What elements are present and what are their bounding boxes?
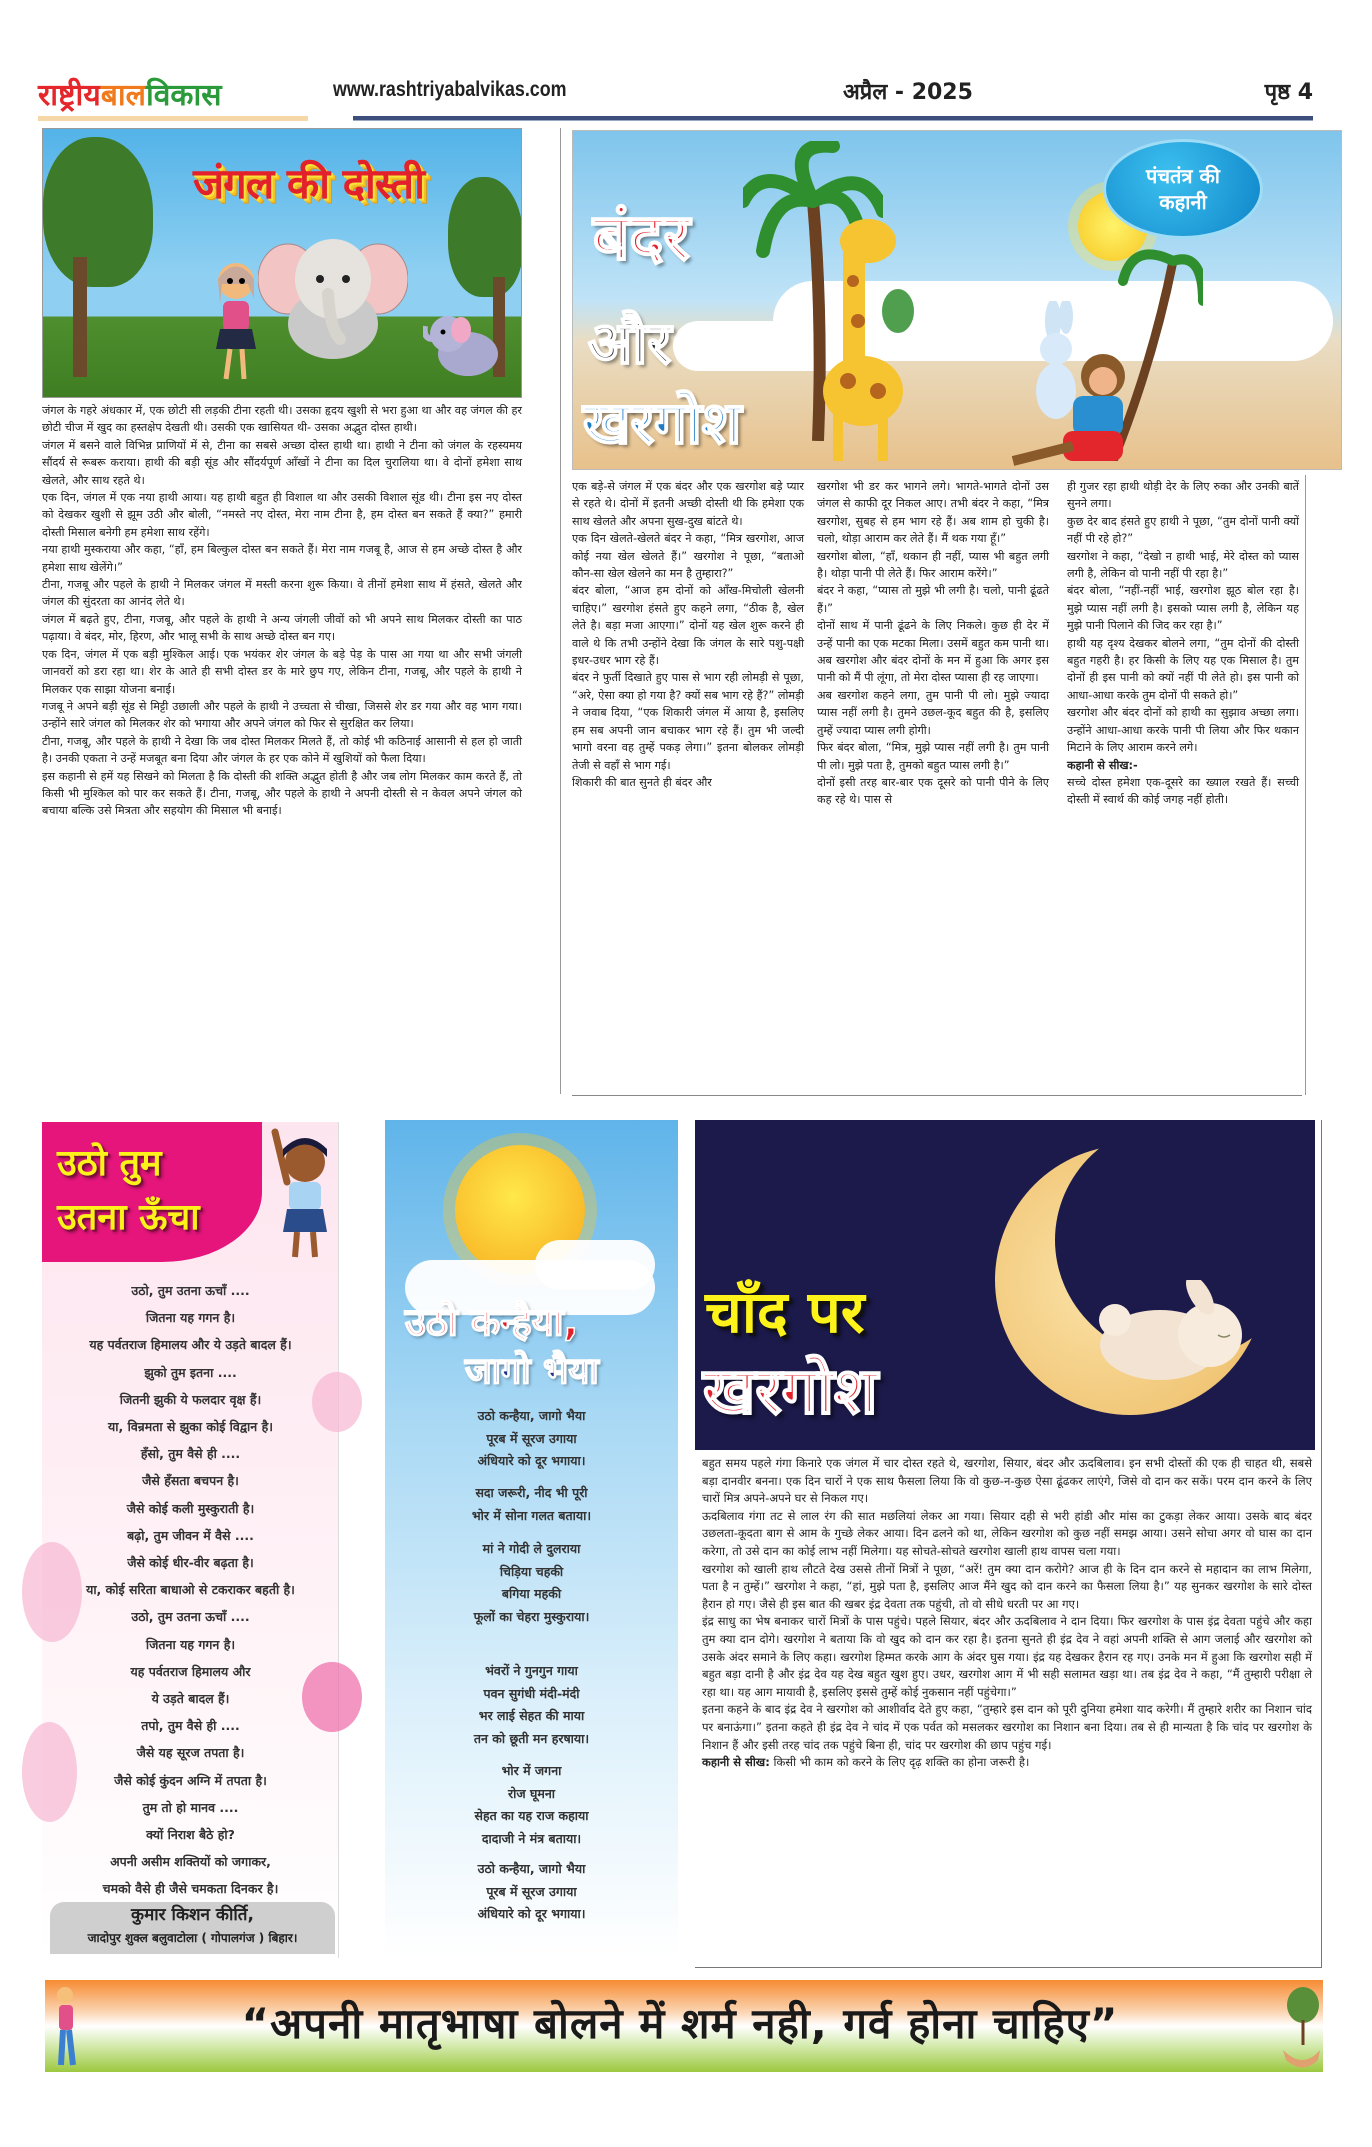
poem-line: पूरब में सूरज उगाया: [486, 1430, 577, 1446]
page-number: पृष्ठ 4: [1264, 80, 1313, 105]
poem-line: तुम तो हो मानव ....: [142, 1799, 239, 1815]
poem1-author-box: [50, 1902, 335, 1954]
poem2-stanza: [385, 1660, 678, 1750]
monkey-illustration: [1003, 351, 1153, 466]
header-rule: [353, 116, 1313, 121]
poem-line: क्यों निराश बैठे हो?: [146, 1827, 235, 1843]
story3-paragraph: इतना कहने के बाद इंद्र देव ने खरगोश को आशीर्वाद देते हुए कहा, “तुम्हारे इस दान को पूरी दुनिया हमेशा याद करेगी। मैं तुम्हारे शरीर का निशान चांद पर बनाऊंगा।” इतना कहते ही इंद्र देव ने चांद में एक पर्वत को मसलकर खरगोश का निशान बना दिया। तब से ही मान्यता है कि चांद पर खरगोश के निशान हैं और इसी तरह चांद तक पहुंचे बिना ही, चांद पर खरगोश की छाप पहुंच गई।: [702, 1702, 1312, 1752]
banner-slogan: “अपनी मातृभाषा बोलने में शर्म नही, गर्व होना चाहिए”: [241, 1999, 1119, 2048]
poem2-stanza: [385, 1482, 678, 1527]
column-divider: [560, 128, 561, 1094]
poem-line: भर लाई सेहत की माया: [478, 1708, 585, 1723]
story1-paragraph: गजबू ने अपने बड़ी सूंड से मिट्टी उछाली और पहले के हाथी ने उच्चता से चीखा, जिससे शेर डर गया और वह भाग गया। उन्होंने सारे जंगल को मिलकर शेर को भगाया और अपने जंगल को फिर से सुरक्षित कर लिया।: [42, 699, 522, 731]
poem-line: हँसो, तुम वैसे ही ....: [140, 1446, 241, 1462]
girl-waving-illustration: [267, 1127, 337, 1267]
story1-paragraph: टीना, गजबू और पहले के हाथी ने मिलकर जंगल में मस्ती करना शुरू किया। वे तीनों हमेशा साथ में हंसते, खेलते और जंगल की सुंदरता का आनंद लेते थे।: [42, 578, 522, 609]
story2-illustration: [572, 130, 1342, 470]
poem-line: जैसे कोई कली मुस्कुराती है।: [126, 1500, 255, 1516]
story2-paragraph: ही गुजर रहा हाथी थोड़ी देर के लिए रुका और उनकी बातें सुनने लगा।: [1067, 480, 1299, 511]
giraffe-illustration: [813, 201, 923, 461]
poem-line: अंधियारे को दूर भगाया।: [477, 1906, 586, 1921]
story1-illustration: [42, 128, 522, 398]
story3-paragraph: इंद्र साधु का भेष बनाकर चारों मित्रों के पास पहुंचे। पहले सियार, बंदर और ऊदबिलाव ने दान दिया। फिर खरगोश के पास इंद्र देवता पहुंचे और कहा तुम क्या दान दोगे। खरगोश ने बताया कि वो खुद को दान कर रहा है। इतना सुनते ही इंद्र देव ने वहां अपनी शक्ति से आग जलाई और खरगोश को उसके अंदर समाने के लिए कहा। खरगोश हिम्मत करके आग के अंदर घुस गया। इंद्र यह देखकर हैरान रह गए। उनके मन में हुआ कि खरगोश सही में बहुत बड़ा दानी है और इंद्र देव यह देख बहुत खुश हुए। उधर, खरगोश आग में भी सही सलामत खड़ा था। तब इंद्र देव ने कहा, “मैं तुम्हारी परीक्षा ले रहा था। यह आग मायावी है, इसलिए इससे तुम्हें कोई नुकसान नहीं पहुंचेगा।”: [702, 1614, 1312, 1699]
story3-moral-label: कहानी से सीख:: [702, 1755, 770, 1770]
poem-line: फूलों का चेहरा मुस्कुराया।: [473, 1608, 590, 1624]
poem-line: चिड़िया चहकी: [499, 1563, 564, 1579]
website-link[interactable]: www.rashtriyabalvikas.com: [333, 78, 567, 101]
story2-paragraph: खरगोश भी डर कर भागने लगे। भागते-भागते दोनों उस जंगल से काफी दूर निकल आए। तभी बंदर ने कहा, “मित्र खरगोश, सुबह से हम भाग रहे हैं। अब शाम हो चुकी है। चलो, थोड़ा आराम कर लेते हैं। मैं थक गया हूँ।”: [817, 480, 1049, 546]
story2-paragraph: खरगोश बोला, “हाँ, थकान ही नहीं, प्यास भी बहुत लगी है। थोड़ा पानी पी लेते हैं। फिर आराम करेंगे।”: [817, 549, 1049, 581]
logo-part: राष्ट्रीय: [38, 78, 101, 113]
plant-in-hands-icon: [1278, 1980, 1323, 2072]
poem-line: चमको वैसे ही जैसे चमकता दिनकर है।: [102, 1881, 279, 1897]
poem2-panel: [385, 1120, 678, 1958]
poem-line: जैसे यह सूरज तपता है।: [136, 1745, 245, 1761]
story2-paragraph: बंदर ने कहा, “प्यास तो मुझे भी लगी है। चलो, पानी ढूंढते हैं।”: [817, 584, 1049, 615]
story1-paragraph: एक दिन, जंगल में एक बड़ी मुश्किल आई। एक भयंकर शेर जंगल के बड़े पेड़ के पास आ गया था और सभी जंगली जानवरों को डरा रहा था। शेर के आते ही सभी दोस्त डर के मारे छुप गए, लेकिन टीना, गजबू, और पहले के हाथी ने मिलकर एक साझा योजना बनाई।: [42, 647, 522, 696]
story2-paragraph: हाथी यह दृश्य देखकर बोलने लगा, “तुम दोनों की दोस्ती बहुत गहरी है। हर किसी के लिए यह एक मिसाल है। तुम दोनों ही इस पानी को क्यों नहीं पी लेते हो। इस पानी को आधा-आधा करके तुम दोनों पी सकते हो।”: [1067, 636, 1299, 702]
poem-line: उठो, तुम उतना ऊचाँ ....: [131, 1283, 250, 1298]
story3-illustration: [695, 1120, 1315, 1450]
section-divider: [572, 1095, 1302, 1096]
story1-paragraph: इस कहानी से हमें यह सिखने को मिलता है कि दोस्ती की शक्ति अद्भुत होती है और जब लोग मिलकर काम करते हैं, तो किसी भी मुश्किल को पार कर सकते हैं। टीना, गजबू, और पहले के हाथी ने अपनी दोस्ती से न केवल अपने जंगल को बचाया बल्कि उसे मित्रता और सहयोग की मिसाल भी बनाई।: [42, 769, 522, 818]
poem1-lines: [42, 1277, 339, 1903]
story3-paragraph: बहुत समय पहले गंगा किनारे एक जंगल में चार दोस्त रहते थे, खरगोश, सियार, बंदर और ऊदबिलाव। इन सभी दोस्तों की एक ही चाहत थी, सबसे बड़ा दानवीर बनना। एक दिन चारों ने एक साथ फैसला लिया कि वो कुछ-न-कुछ ऐसा ढूंढकर लाएंगे, जिसे वो दान कर सकें। परम दान करने के लिए चारों मित्र अपने-अपने घर से निकल गए।: [702, 1456, 1312, 1506]
baby-elephant-illustration: [423, 304, 503, 384]
poem-line: उठो कन्हैया, जागो भैया: [477, 1408, 586, 1423]
poem-line: भोर में सोना गलत बताया।: [471, 1507, 592, 1523]
poem-line: अपनी असीम शक्तियों को जगाकर,: [110, 1854, 271, 1870]
story1-body: [42, 402, 522, 820]
poem-line: पवन सुगंधी मंदी-मंदी: [483, 1685, 580, 1701]
logo-part: विकास: [145, 78, 222, 113]
poem-line: बढ़ो, तुम जीवन में वैसे ....: [127, 1527, 254, 1543]
poem-line: जितना यह गगन है।: [145, 1310, 236, 1326]
story2-paragraph: फिर बंदर बोला, “मित्र, मुझे प्यास नहीं लगी है। तुम पानी पी लो। मुझे पता है, तुमको बहुत प्यास लगी है।”: [817, 741, 1049, 772]
story2-paragraph: दोनों इसी तरह बार-बार एक दूसरे को पानी पीने के लिए कह रहे थे। पास से: [817, 775, 1049, 807]
poem-line: सदा जरूरी, नीद भी पूरी: [475, 1485, 588, 1500]
story2-paragraph: दोनों साथ में पानी ढूंढने के लिए निकले। कुछ ही देर में उन्हें पानी का एक मटका मिला। उसमें बहुत कम पानी था। अब खरगोश और बंदर दोनों के मन में हुआ कि अगर इस पानी को मैं पी लूंगा, तो मेरा दोस्त प्यासा ही रह जाएगा।: [817, 619, 1049, 685]
story1-paragraph: जंगल के गहरे अंधकार में, एक छोटी सी लड़की टीना रहती थी। उसका हृदय खुशी से भरा हुआ था और वह जंगल की हर छोटी चीज में खुद का हस्तक्षेप देखती थी। उसकी एक खासियत थी- उसका अद्भुत दोस्त हाथी।: [42, 404, 522, 435]
poem-line: जितना यह गगन है।: [145, 1636, 236, 1652]
column-divider: [1305, 475, 1306, 1095]
poem-line: मां ने गोदी ले दुलराया: [482, 1541, 581, 1556]
story3-paragraph: ऊदबिलाव गंगा तट से लाल रंग की सात मछलियां लेकर आ गया। सियार दही से भरी हांडी और मांस का टुकड़ा लेकर आया। उसके बाद बंदर उछलता-कूदता बाग से आम के गुच्छे लेकर आया। दिन ढलने को था, लेकिन खरगोश को कुछ नहीं समझ आया। उसने सोचा अगर वो घास का दान करेगा, तो उसे दान का कोई लाभ नहीं मिलेगा। यह सोचते-सोचते खरगोश खाली हाथ वापस चला गया।: [702, 1508, 1312, 1558]
story2-column-2: [817, 478, 1049, 809]
poem-line: जितनी झुकी ये फलदार वृक्ष हैं।: [119, 1391, 262, 1407]
story2-paragraph: कुछ देर बाद हंसते हुए हाथी ने पूछा, “तुम दोनों पानी क्यों नहीं पी रहे हो?”: [1067, 514, 1299, 546]
story1-paragraph: जंगल में बसने वाले विभिन्न प्राणियों में से, टीना का सबसे अच्छा दोस्त हाथी था। हाथी ने टीना को जंगल के रहस्यमय सौंदर्य से रूबरू कराया। हाथी की बड़ी सूंड और सौंदर्यपूर्ण आँखों ने टीना का दिल चुरालिया था। वे दोनों हमेशा साथ खेलते, और साथ रहते थे।: [42, 438, 522, 487]
story2-paragraph: बंदर बोला, “नहीं-नहीं भाई, खरगोश झूठ बोल रहा है। मुझे प्यास नहीं लगी है। इसको प्यास लगी है, लेकिन यह मुझे पानी पिलाने की जिद कर रहा है।”: [1067, 584, 1299, 633]
logo-part: बाल: [100, 78, 146, 113]
poem2-stanza: [385, 1405, 678, 1473]
poem-line: जैसे कोई धीर-वीर बढ़ता है।: [127, 1555, 254, 1571]
story2-moral-text: सच्चे दोस्त हमेशा एक-दूसरे का ख्याल रखते हैं। सच्ची दोस्ती में स्वार्थ की कोई जगह नहीं होती।: [1067, 775, 1299, 807]
poem-line: यह पर्वतराज हिमालय और: [130, 1663, 251, 1679]
poem-line: तपो, तुम वैसे ही ....: [141, 1718, 240, 1734]
story1-paragraph: नया हाथी मुस्कराया और कहा, “हाँ, हम बिल्कुल दोस्त बन सकते हैं। मेरा नाम गजबू है, आज से हम अच्छे दोस्त है और हमेशा साथ खेलेंगे।”: [42, 543, 522, 574]
story2-paragraph: खरगोश और बंदर दोनों को हाथी का सुझाव अच्छा लगा। उन्होंने आधा-आधा करके पानी पी लिया और फिर थकान मिटाने के लिए आराम करने लगे।: [1067, 706, 1299, 755]
author-place: जादोपुर शुक्ल बलुवाटोला ( गोपालगंज ) बिहार।: [87, 1931, 298, 1945]
story1-art-title: जंगल की दोस्ती: [193, 159, 425, 208]
story2-art-title-line2: और: [588, 309, 672, 377]
story2-paragraph: एक बड़े-से जंगल में एक बंदर और एक खरगोश बड़े प्यार से रहते थे। दोनों में इतनी अच्छी दोस्ती थी कि हमेशा एक साथ खेलते और अपना सुख-दुख बांटते थे।: [572, 480, 804, 528]
poem-line: रोज घूमना: [507, 1785, 555, 1801]
story2-moral-label: कहानी से सीख:-: [1067, 758, 1138, 772]
panchatantra-badge: [1103, 139, 1263, 239]
poem-line: भोर में जगना: [501, 1763, 562, 1778]
poem1-title-line: उठो तुम: [57, 1143, 162, 1184]
girl-illustration: [208, 259, 263, 389]
story2-column-1: [572, 478, 804, 791]
story3-art-title-line2: खरगोश: [703, 1355, 878, 1429]
poem-line: या, विन्रमता से झुका कोई विद्वान है।: [108, 1419, 273, 1435]
poem2-stanza: [385, 1858, 678, 1926]
story3-moral-text: किसी भी काम को करने के लिए दृढ़ शक्ति का होना जरूरी है।: [769, 1755, 1030, 1770]
story3-art-title-line1: चाँद पर: [705, 1278, 865, 1346]
badge-line: पंचतंत्र की: [1145, 164, 1220, 188]
story1-paragraph: टीना, गजबू, और पहले के हाथी ने देखा कि जब दोस्त मिलकर मिलते हैं, तो कोई भी कठिनाई आसानी से हल हो जाती है। उनकी एकता ने उन्हें मजबूत बना दिया और जंगल के हर एक कोने में खुशियों को फैला दिया।: [42, 734, 522, 766]
story1-paragraph: एक दिन, जंगल में एक नया हाथी आया। यह हाथी बहुत ही विशाल था और उसकी विशाल सूंड थी। टीना इस नए दोस्त को देखकर खुशी से झूम उठी और बोली, “नमस्ते नए दोस्त, मेरा नाम टीना है, हम दोस्त बन सकते हैं क्या?” हमारी दोस्ती मिसाल बनेगी हम हमेशा साथ रहेंगे।: [42, 491, 522, 539]
poem1-title-line: उतना ऊँचा: [57, 1197, 200, 1238]
issue-date: अप्रैल - 2025: [843, 80, 973, 105]
footer-banner: [45, 1980, 1323, 2072]
poem-line: भंवरों ने गुनगुन गाया: [485, 1663, 578, 1678]
poem-line: झुको तुम इतना ....: [144, 1364, 237, 1380]
badge-line: कहानी: [1159, 190, 1207, 214]
story2-paragraph: बंदर बोला, “आज हम दोनों को आँख-मिचोली खेलनी चाहिए।” खरगोश हंसते हुए कहने लगा, “ठीक है, खेल लेते है। बड़ा मजा आएगा।” दोनों यह खेल शुरू करने ही वाले थे कि तभी उन्होंने देखा कि जंगल के सारे पशु-पक्षी इधर-उधर भाग रहे हैं।: [572, 584, 804, 668]
publication-logo: [38, 72, 222, 114]
sleeping-rabbit-illustration: [1090, 1280, 1260, 1390]
logo-underline: [38, 116, 308, 121]
poem-line: पूरब में सूरज उगाया: [486, 1883, 577, 1899]
story2-paragraph: बंदर ने फुर्ती दिखाते हुए पास से भाग रही लोमड़ी से पूछा, “अरे, ऐसा क्या हो गया है? क्यों सब भाग रहे हैं?” लोमड़ी ने जवाब दिया, “एक शिकारी जंगल में आया है, इसलिए हम सब अपनी जान बचाकर भाग रहे हैं। तुम भी जल्दी भागो वरना वह तुम्हें पकड़ लेगा।” इतना बोलकर लोमड़ी तेजी से वहाँ से भाग गई।: [572, 671, 804, 772]
poem-line: उठो, तुम उतना ऊचाँ ....: [131, 1609, 250, 1625]
story2-art-title-line1: बंदर: [593, 201, 690, 275]
poem1-title: [57, 1137, 200, 1245]
poem-line: तन को छूती मन हरषाया।: [473, 1730, 590, 1746]
story1-paragraph: जंगल में बढ़ते हुए, टीना, गजबू, और पहले के हाथी ने अन्य जंगली जीवों को भी अपने साथ मिलकर दोस्ती का पाठ पढ़ाया। वे बंदर, मोर, हिरण, और भालू सभी के साथ अच्छे दोस्त बन गए।: [42, 612, 522, 644]
poem-line: अंधियारे को दूर भगाया।: [477, 1453, 586, 1468]
poem-line: उठो कन्हैया, जागो भैया: [477, 1861, 586, 1876]
poem-line: या, कोई सरिता बाधाओ से टकराकर बहती है।: [86, 1582, 295, 1598]
poem2-title-line1: उठो कन्हैया,: [405, 1300, 579, 1344]
story2-column-3: [1067, 478, 1299, 809]
story3-paragraph: खरगोश को खाली हाथ लौटते देख उससे तीनों मित्रों ने पूछा, “अरें! तुम क्या दान करोगे? आज ही के दिन दान करने से महादान का लाभ मिलेगा, पता है न तुम्हें।” खरगोश ने कहा, “हां, मुझे पता है, इसलिए आज मैंने खुद को दान करने का फैसला लिया है।” यह सुनकर खरगोश के सारे दोस्त हैरान हो गए। जैसे ही इस बात की खबर इंद्र देवता तक पहुंची, तो वो सीधे धरती पर आ गए।: [702, 1561, 1312, 1611]
poem2-stanza: [385, 1760, 678, 1850]
poem2-title-line2: जागो भैया: [465, 1351, 599, 1392]
poem-line: ये उड़ते बादल हैं।: [151, 1691, 230, 1707]
elephant-illustration: [258, 229, 408, 364]
cloud: [535, 1240, 655, 1290]
story2-paragraph: खरगोश ने कहा, “देखो न हाथी भाई, मेरे दोस्त को प्यास लगी है, लेकिन वो पानी नहीं पी रहा है।”: [1067, 549, 1299, 581]
story2-art-title-line3: खरगोश: [583, 389, 742, 457]
story2-paragraph: एक दिन खेलते-खेलते बंदर ने कहा, “मित्र खरगोश, आज कोई नया खेल खेलते हैं।” खरगोश ने पूछा, “बताओ कौन-सा खेल खेलने का मन है तुम्हारा?”: [572, 532, 804, 581]
poem1-panel: [42, 1122, 339, 1958]
dancing-child-icon: [45, 1980, 90, 2072]
masthead: [38, 72, 1313, 120]
author-name: कुमार किशन कीर्ति,: [131, 1905, 254, 1925]
poem-line: सेहत का यह राज कहाया: [474, 1808, 589, 1823]
story2-paragraph: अब खरगोश कहने लगा, तुम पानी पी लो। मुझे ज्यादा प्यास नहीं लगी है। तुमने उछल-कूद बहुत की है, इसलिए तुम्हें ज्यादा प्यास लगी होगी।: [817, 688, 1049, 737]
tree-left: [43, 137, 163, 377]
story2-paragraph: शिकारी की बात सुनते ही बंदर और: [572, 775, 712, 789]
poem-line: दादाजी ने मंत्र बताया।: [481, 1830, 582, 1846]
poem-line: जैसे कोई कुंदन अग्नि में तपता है।: [114, 1772, 267, 1788]
poem-line: बगिया महकी: [501, 1586, 562, 1601]
poem2-stanza: [385, 1538, 678, 1628]
story3-body: [702, 1455, 1312, 1772]
poem-line: यह पर्वतराज हिमालय और ये उड़ते बादल हैं।: [89, 1337, 292, 1353]
poem-line: जैसे हँसता बचपन है।: [142, 1473, 239, 1489]
